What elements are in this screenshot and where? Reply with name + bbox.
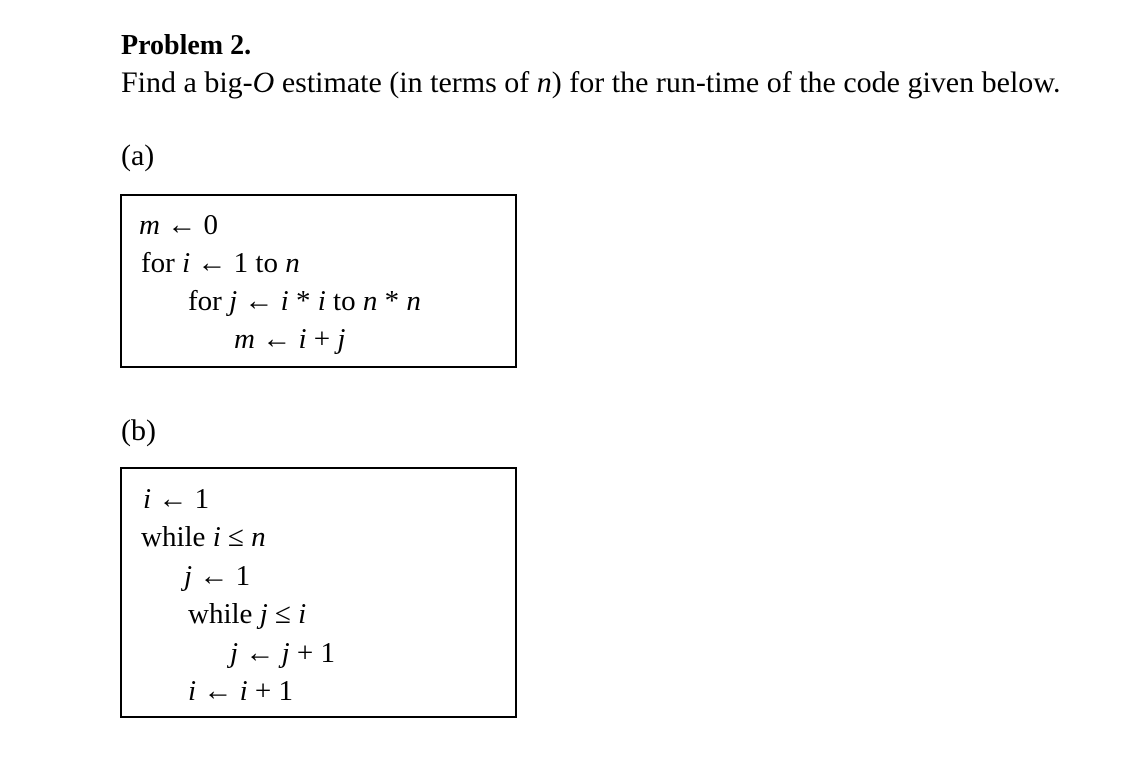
code-token: to — [325, 285, 363, 317]
code-line-a4 — [234, 322, 345, 356]
instruction-big-o: O — [252, 66, 275, 99]
code-token: i — [182, 247, 191, 279]
code-token: ← — [237, 285, 281, 317]
problem-instruction — [121, 64, 1061, 102]
code-token: j — [230, 637, 239, 669]
code-token: ← 1 to — [190, 247, 286, 279]
part-b-code-box — [120, 467, 517, 718]
code-token: i — [239, 675, 248, 707]
code-token: ≤ — [267, 598, 299, 630]
instruction-prefix: Find a big- — [121, 66, 253, 99]
code-token: j — [184, 560, 193, 592]
code-token: ← 0 — [159, 209, 218, 241]
code-token: i — [188, 675, 197, 707]
part-a-code-box — [120, 194, 517, 368]
code-token: while — [141, 521, 213, 553]
code-token: i — [280, 285, 289, 317]
code-token: ← 1 — [151, 483, 210, 515]
code-token: + 1 — [289, 637, 335, 669]
code-line-a3 — [188, 284, 421, 318]
code-token: ← — [254, 323, 299, 355]
instruction-middle: estimate (in terms of — [274, 66, 537, 99]
code-token: i — [298, 598, 307, 630]
code-token: * — [288, 285, 318, 317]
code-token: i — [143, 483, 152, 515]
code-token: i — [298, 323, 307, 355]
code-token: * — [377, 285, 407, 317]
code-token: i — [212, 521, 221, 553]
code-token: j — [337, 323, 346, 355]
code-token: for — [141, 247, 183, 279]
code-line-b1 — [143, 482, 209, 516]
part-b-label: (b) — [121, 414, 156, 447]
code-line-b3 — [184, 559, 250, 593]
problem-title: Problem 2. — [121, 30, 252, 61]
code-line-b2 — [141, 520, 266, 554]
code-token: n — [362, 285, 378, 317]
code-token: ← — [196, 675, 240, 707]
code-token: ← — [238, 637, 282, 669]
instruction-n: n — [536, 66, 552, 99]
code-line-b4 — [188, 597, 306, 631]
code-line-b5 — [230, 636, 335, 670]
code-token: m — [234, 323, 255, 355]
code-line-a2 — [141, 246, 300, 280]
code-token: + 1 — [247, 675, 293, 707]
part-a-label: (a) — [121, 139, 155, 172]
code-token: i — [317, 285, 326, 317]
code-token: while — [188, 598, 260, 630]
code-token: m — [139, 209, 160, 241]
code-token: n — [251, 521, 266, 553]
code-token: n — [406, 285, 421, 317]
code-line-b6 — [188, 674, 293, 708]
code-token: j — [259, 598, 268, 630]
code-token: for — [188, 285, 230, 317]
code-line-a1 — [139, 208, 218, 242]
code-token: + — [306, 323, 338, 355]
instruction-suffix: ) for the run-time of the code given below. — [551, 66, 1061, 99]
code-token: n — [285, 247, 300, 279]
code-token: j — [229, 285, 238, 317]
code-token: ≤ — [220, 521, 252, 553]
code-token: ← 1 — [192, 560, 251, 592]
code-token: j — [281, 637, 290, 669]
